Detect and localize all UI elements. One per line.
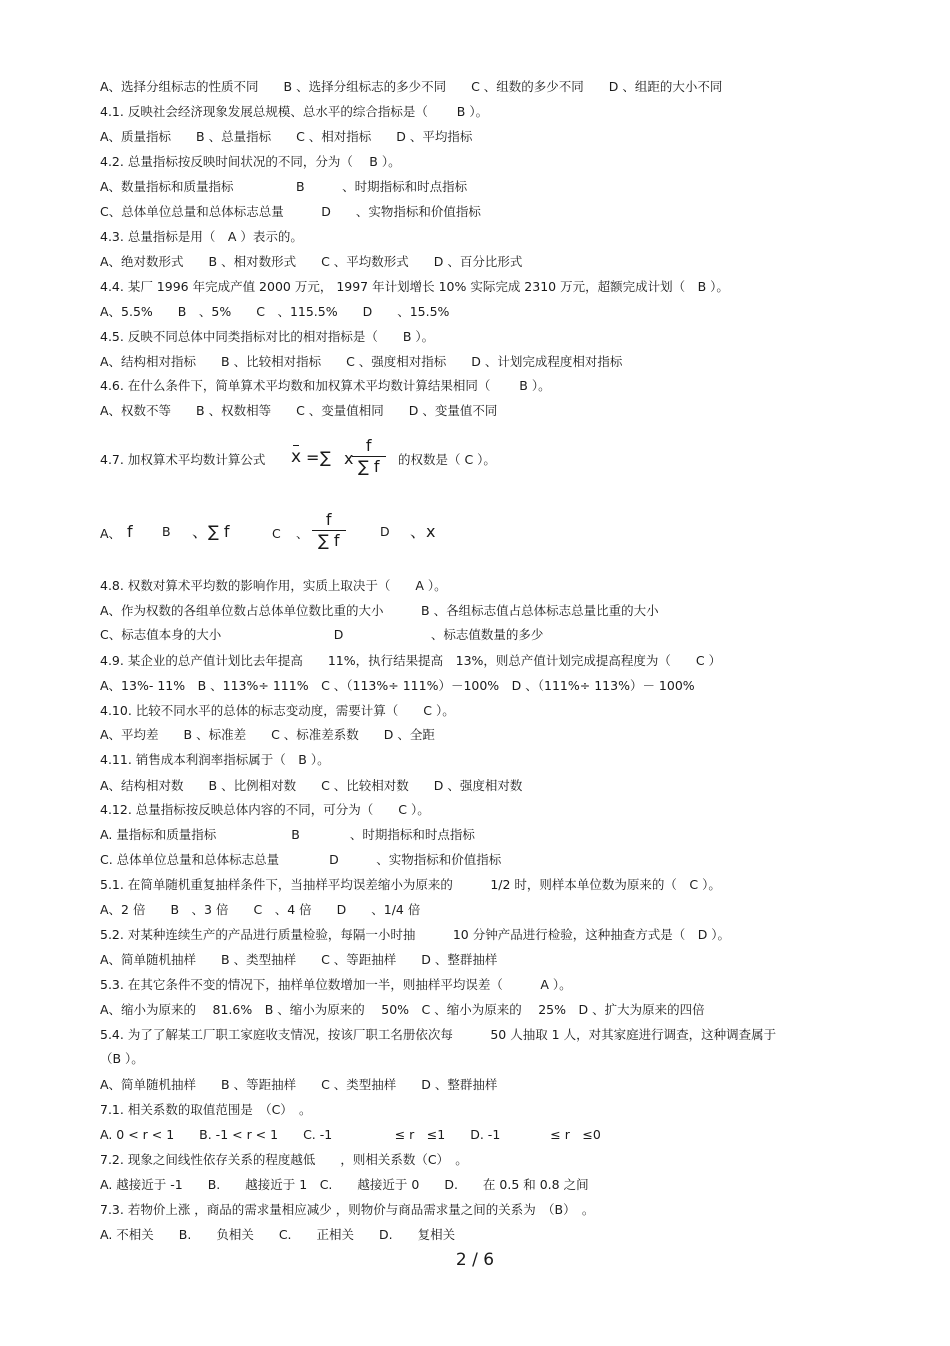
text-line: 4.1. 反映社会经济现象发展总规模、总水平的综合指标是（ B ）。	[100, 104, 489, 119]
option-c-numerator: f	[325, 510, 332, 529]
text-line: A、选择分组标志的性质不同 B 、选择分组标志的多少不同 C 、组数的多少不同 D 、组距的大小不同	[100, 79, 723, 94]
formula-x: x	[344, 449, 354, 468]
text-line: 4.10. 比较不同水平的总体的标志变动度，需要计算（ C ）。	[100, 703, 455, 718]
text-line: 7.2. 现象之间线性依存关系的程度越低 ，则相关系数（C） 。	[100, 1152, 468, 1167]
question-4-7-options	[100, 510, 860, 554]
option-a-value: f	[127, 522, 133, 541]
text-line: A. 量指标和质量指标 B 、时期指标和时点指标	[100, 827, 475, 842]
text-line: （B ）。	[100, 1051, 144, 1066]
option-c-denominator: ∑ f	[318, 531, 340, 550]
page-number: 2 / 6	[455, 1250, 495, 1270]
formula-xbar	[291, 449, 301, 466]
text-line: 4.4. 某厂 1996 年完成产值 2000 万元， 1997 年计划增长 10% 实际完成 2310 万元，超额完成计划（ B ）。	[100, 279, 729, 294]
option-a-label: A、	[100, 526, 122, 541]
text-line: 4.2. 总量指标按反映时间状况的不同，分为（ B ）。	[100, 154, 401, 169]
text-line: A、绝对数形式 B 、相对数形式 C 、平均数形式 D 、百分比形式	[100, 254, 523, 269]
text-line: A、简单随机抽样 B 、类型抽样 C 、等距抽样 D 、整群抽样	[100, 952, 498, 967]
formula-fraction	[352, 436, 386, 477]
text-line: C. 总体单位总量和总体标志总量 D 、实物指标和价值指标	[100, 852, 502, 867]
text-line: A、质量指标 B 、总量指标 C 、相对指标 D 、平均指标	[100, 129, 473, 144]
text-line: 4.9. 某企业的总产值计划比去年提高 11%，执行结果提高 13%，则总产值计划完成提高程度为（ C ）	[100, 653, 722, 668]
text-line: A. 0 < r < 1 B. -1 < r < 1 C. -1 ≤ r ≤1 D. -1 ≤ r ≤0	[100, 1127, 601, 1142]
formula-xbar-symbol: x	[291, 447, 302, 467]
text-line: 5.3. 在其它条件不变的情况下，抽样单位数增加一半，则抽样平均误差（ A ）。	[100, 977, 572, 992]
text-line: A. 越接近于 -1 B. 越接近于 1 C. 越接近于 0 D. 在 0.5 和 0.8 之间	[100, 1177, 589, 1192]
option-c-fraction	[312, 510, 346, 551]
text-line: 5.4. 为了了解某工厂职工家庭收支情况，按该厂职工名册依次每 50 人抽取 1 人，对其家庭进行调查，这种调查属于	[100, 1027, 777, 1042]
option-c-sep: 、	[296, 526, 309, 541]
text-line: A、结构相对数 B 、比例相对数 C 、比较相对数 D 、强度相对数	[100, 778, 523, 793]
text-line: A、13%- 11% B 、113%÷ 111% C 、（113%÷ 111%）－100% D 、（111%÷ 113%）－ 100%	[100, 678, 695, 693]
formula-numerator: f	[365, 436, 372, 455]
text-line: 4.8. 权数对算术平均数的影响作用，实质上取决于（ A ）。	[100, 578, 447, 593]
text-line: A、缩小为原来的 81.6% B 、缩小为原来的 50% C 、缩小为原来的 25% D 、扩大为原来的四倍	[100, 1002, 705, 1017]
question-4-7-suffix: 的权数是（ C ）。	[398, 452, 496, 467]
option-d-label: D	[380, 524, 390, 539]
formula-denominator: ∑ f	[358, 457, 380, 476]
formula-sigma: ∑	[320, 448, 331, 467]
text-line: 4.12. 总量指标按反映总体内容的不同，可分为（ C ）。	[100, 802, 430, 817]
text-line: 4.6. 在什么条件下，简单算术平均数和加权算术平均数计算结果相同（ B ）。	[100, 378, 551, 393]
text-line: 7.3. 若物价上涨 ，商品的需求量相应减少 ，则物价与商品需求量之间的关系为 （B） 。	[100, 1202, 595, 1217]
text-line: A、权数不等 B 、权数相等 C 、变量值相同 D 、变量值不同	[100, 403, 498, 418]
text-line: C、总体单位总量和总体标志总量 D 、实物指标和价值指标	[100, 204, 481, 219]
text-line: 4.3. 总量指标是用（ A ）表示的。	[100, 229, 303, 244]
question-4-7	[100, 436, 860, 480]
option-d-value: 、x	[410, 522, 436, 541]
formula-equals: =	[306, 448, 320, 467]
text-line: A、平均差 B 、标准差 C 、标准差系数 D 、全距	[100, 727, 435, 742]
text-line: A、5.5% B 、5% C 、115.5% D 、15.5%	[100, 304, 450, 319]
text-line: 4.11. 销售成本利润率指标属于（ B ）。	[100, 752, 330, 767]
text-line: A、作为权数的各组单位数占总体单位数比重的大小 B 、各组标志值占总体标志总量比重的大小	[100, 603, 659, 618]
text-line: 7.1. 相关系数的取值范围是 （C） 。	[100, 1102, 312, 1117]
text-line: A. 不相关 B. 负相关 C. 正相关 D. 复相关	[100, 1227, 456, 1242]
text-line: A、结构相对指标 B 、比较相对指标 C 、强度相对指标 D 、计划完成程度相对指标	[100, 354, 623, 369]
option-b-value: 、∑ f	[192, 522, 230, 541]
text-line: A、简单随机抽样 B 、等距抽样 C 、类型抽样 D 、整群抽样	[100, 1077, 498, 1092]
text-line: C、标志值本身的大小 D 、标志值数量的多少	[100, 627, 544, 642]
text-line: A、数量指标和质量指标 B 、时期指标和时点指标	[100, 179, 468, 194]
option-b-label: B	[162, 524, 171, 539]
question-4-7-label: 4.7. 加权算术平均数计算公式	[100, 452, 266, 467]
text-line: 5.1. 在简单随机重复抽样条件下，当抽样平均误差缩小为原来的 1/2 时，则样本单位数为原来的（ C ）。	[100, 877, 721, 892]
text-line: A、2 倍 B 、3 倍 C 、4 倍 D 、1/4 倍	[100, 902, 421, 917]
option-c-label: C	[272, 526, 281, 541]
text-line: 5.2. 对某种连续生产的产品进行质量检验，每隔一小时抽 10 分钟产品进行检验，这种抽查方式是（ D ）。	[100, 927, 731, 942]
text-line: 4.5. 反映不同总体中同类指标对比的相对指标是（ B ）。	[100, 329, 435, 344]
